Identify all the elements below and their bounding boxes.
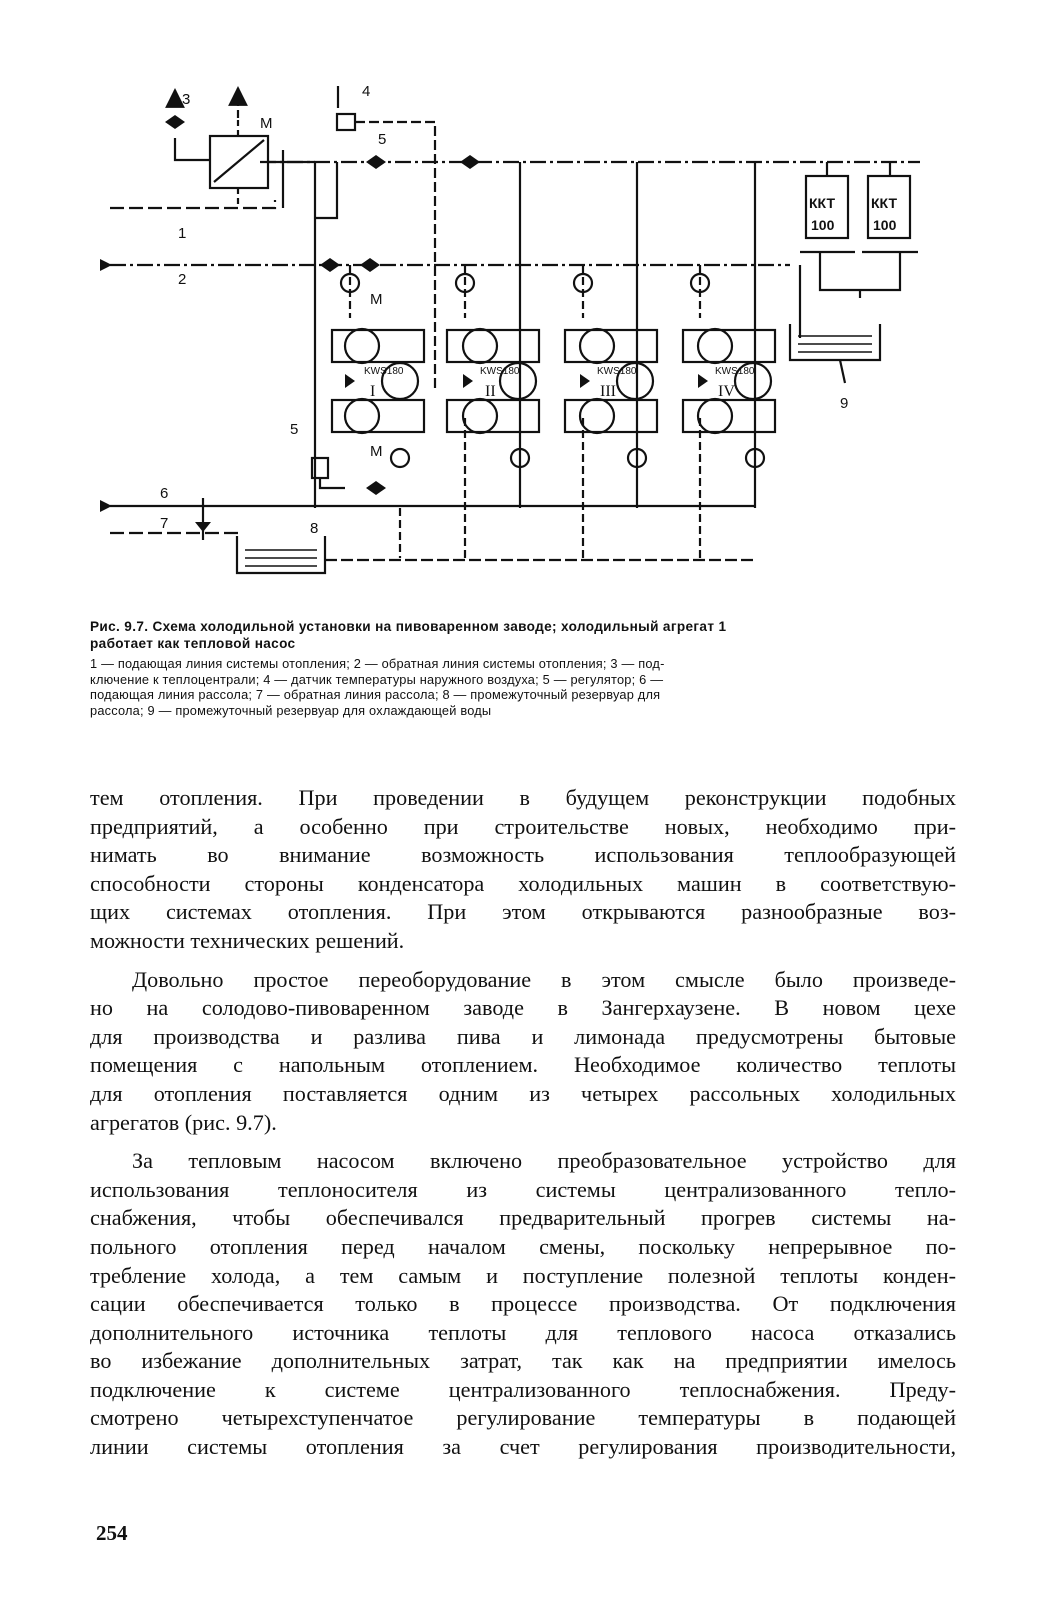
legend-line: 1 — подающая линия системы отопления; 2 — обратная линия системы отопления; 3 — под-: [90, 656, 665, 671]
ref-label-5-bottom: 5: [290, 421, 299, 438]
text-line: щих системах отопления. При этом открываются разнообразные воз-: [90, 899, 956, 925]
text-line: для отопления поставляется одним из четырех рассольных холодильных: [90, 1080, 956, 1106]
ref-label-2: 2: [178, 271, 187, 288]
legend-line: ключение к теплоцентрали; 4 — датчик температуры наружного воздуха; 5 — регулятор; 6 —: [90, 671, 664, 687]
tank-label-bottom-1: 100: [811, 217, 835, 233]
text-line: смотрено четырехступенчатое регулирование температуры в подающей: [90, 1405, 956, 1431]
text-line: нимать во внимание возможность использования теплообразующей: [90, 842, 956, 868]
text-line: снабжения, чтобы обеспечивался предварительный прогрев системы на-: [90, 1205, 956, 1231]
motor-label-bottom: М: [370, 443, 383, 460]
ref-label-1: 1: [178, 225, 187, 242]
text-line: Довольно простое переоборудование в этом смысле было произведе-: [132, 966, 956, 992]
refrigeration-scheme-diagram: [100, 78, 980, 598]
paragraph-2: [90, 966, 956, 1138]
text-line: во избежание дополнительных затрат, так как на предприятии имелось: [90, 1348, 956, 1374]
text-line: сации обеспечивается только в процессе производства. От подключения: [90, 1291, 956, 1317]
legend-line: подающая линия рассола; 7 — обратная линия рассола; 8 — промежуточный резервуар для: [90, 687, 661, 702]
tank-label-bottom-2: 100: [873, 217, 897, 233]
unit-number-1: I: [370, 383, 376, 400]
unit-label-3: KWS180: [597, 366, 637, 377]
text-line: агрегатов (рис. 9.7).: [90, 1109, 277, 1135]
text-line: За тепловым насосом включено преобразовательное устройство для: [132, 1148, 956, 1174]
tank-label-top-1: ККТ: [809, 195, 835, 211]
text-line: помещения с напольным отоплением. Необходимое количество теплоты: [90, 1052, 956, 1078]
motor-label-mid: М: [370, 291, 383, 308]
text-line: но на солодово-пивоваренном заводе в Зангерхаузене. В новом цехе: [90, 995, 956, 1021]
ref-label-5-top: 5: [378, 131, 387, 148]
unit-label-1: KWS180: [364, 366, 404, 377]
caption-title: [90, 618, 956, 652]
ref-label-7: 7: [160, 515, 169, 532]
unit-label-4: KWS180: [715, 366, 755, 377]
ref-label-6: 6: [160, 485, 169, 502]
text-line: польного отопления перед началом смены, поскольку непрерывное по-: [90, 1233, 956, 1259]
motor-label-top: М: [260, 115, 273, 132]
paragraph-1: [90, 784, 956, 956]
text-line: способности стороны конденсатора холодильных машин в соответствую-: [90, 870, 956, 896]
unit-label-2: KWS180: [480, 366, 520, 377]
diagram-labels: [160, 83, 897, 537]
ref-label-3: 3: [182, 91, 191, 108]
legend-line: рассола; 9 — промежуточный резервуар для охлаждающей воды: [90, 702, 492, 718]
unit-number-4: IV: [718, 383, 735, 400]
text-line: предприятий, а особенно при строительстве новых, необходимо при-: [90, 813, 956, 839]
caption-title-line: Рис. 9.7. Схема холодильной установки на пивоваренном заводе; холодильный агрегат 1: [90, 619, 727, 634]
ref-label-8: 8: [310, 520, 319, 537]
text-line: использования теплоносителя из системы централизованного тепло-: [90, 1176, 956, 1202]
text-line: для производства и разлива пива и лимонада предусмотрены бытовые: [90, 1023, 956, 1049]
paragraph-3: [90, 1147, 956, 1462]
ref-label-4: 4: [362, 83, 371, 100]
tank-label-top-2: ККТ: [871, 195, 897, 211]
caption-title-line: работает как тепловой насос: [90, 636, 296, 651]
text-line: дополнительного источника теплоты для теплового насоса отказались: [90, 1319, 956, 1345]
body-text: [90, 784, 956, 1472]
page-number: 254: [96, 1521, 128, 1545]
text-line: тем отопления. При проведении в будущем реконструкции подобных: [90, 785, 956, 810]
text-line: можности технических решений.: [90, 927, 405, 953]
figure-caption: [90, 618, 956, 718]
text-line: требление холода, а тем самым и поступление полезной теплоты конден-: [90, 1262, 956, 1288]
unit-number-2: II: [485, 383, 496, 400]
text-line: линии системы отопления за счет регулирования производительности,: [90, 1434, 956, 1460]
unit-number-3: III: [600, 383, 616, 400]
ref-label-9: 9: [840, 395, 849, 412]
caption-legend: [90, 656, 956, 718]
text-line: подключение к системе централизованного теплоснабжения. Преду-: [90, 1376, 956, 1402]
